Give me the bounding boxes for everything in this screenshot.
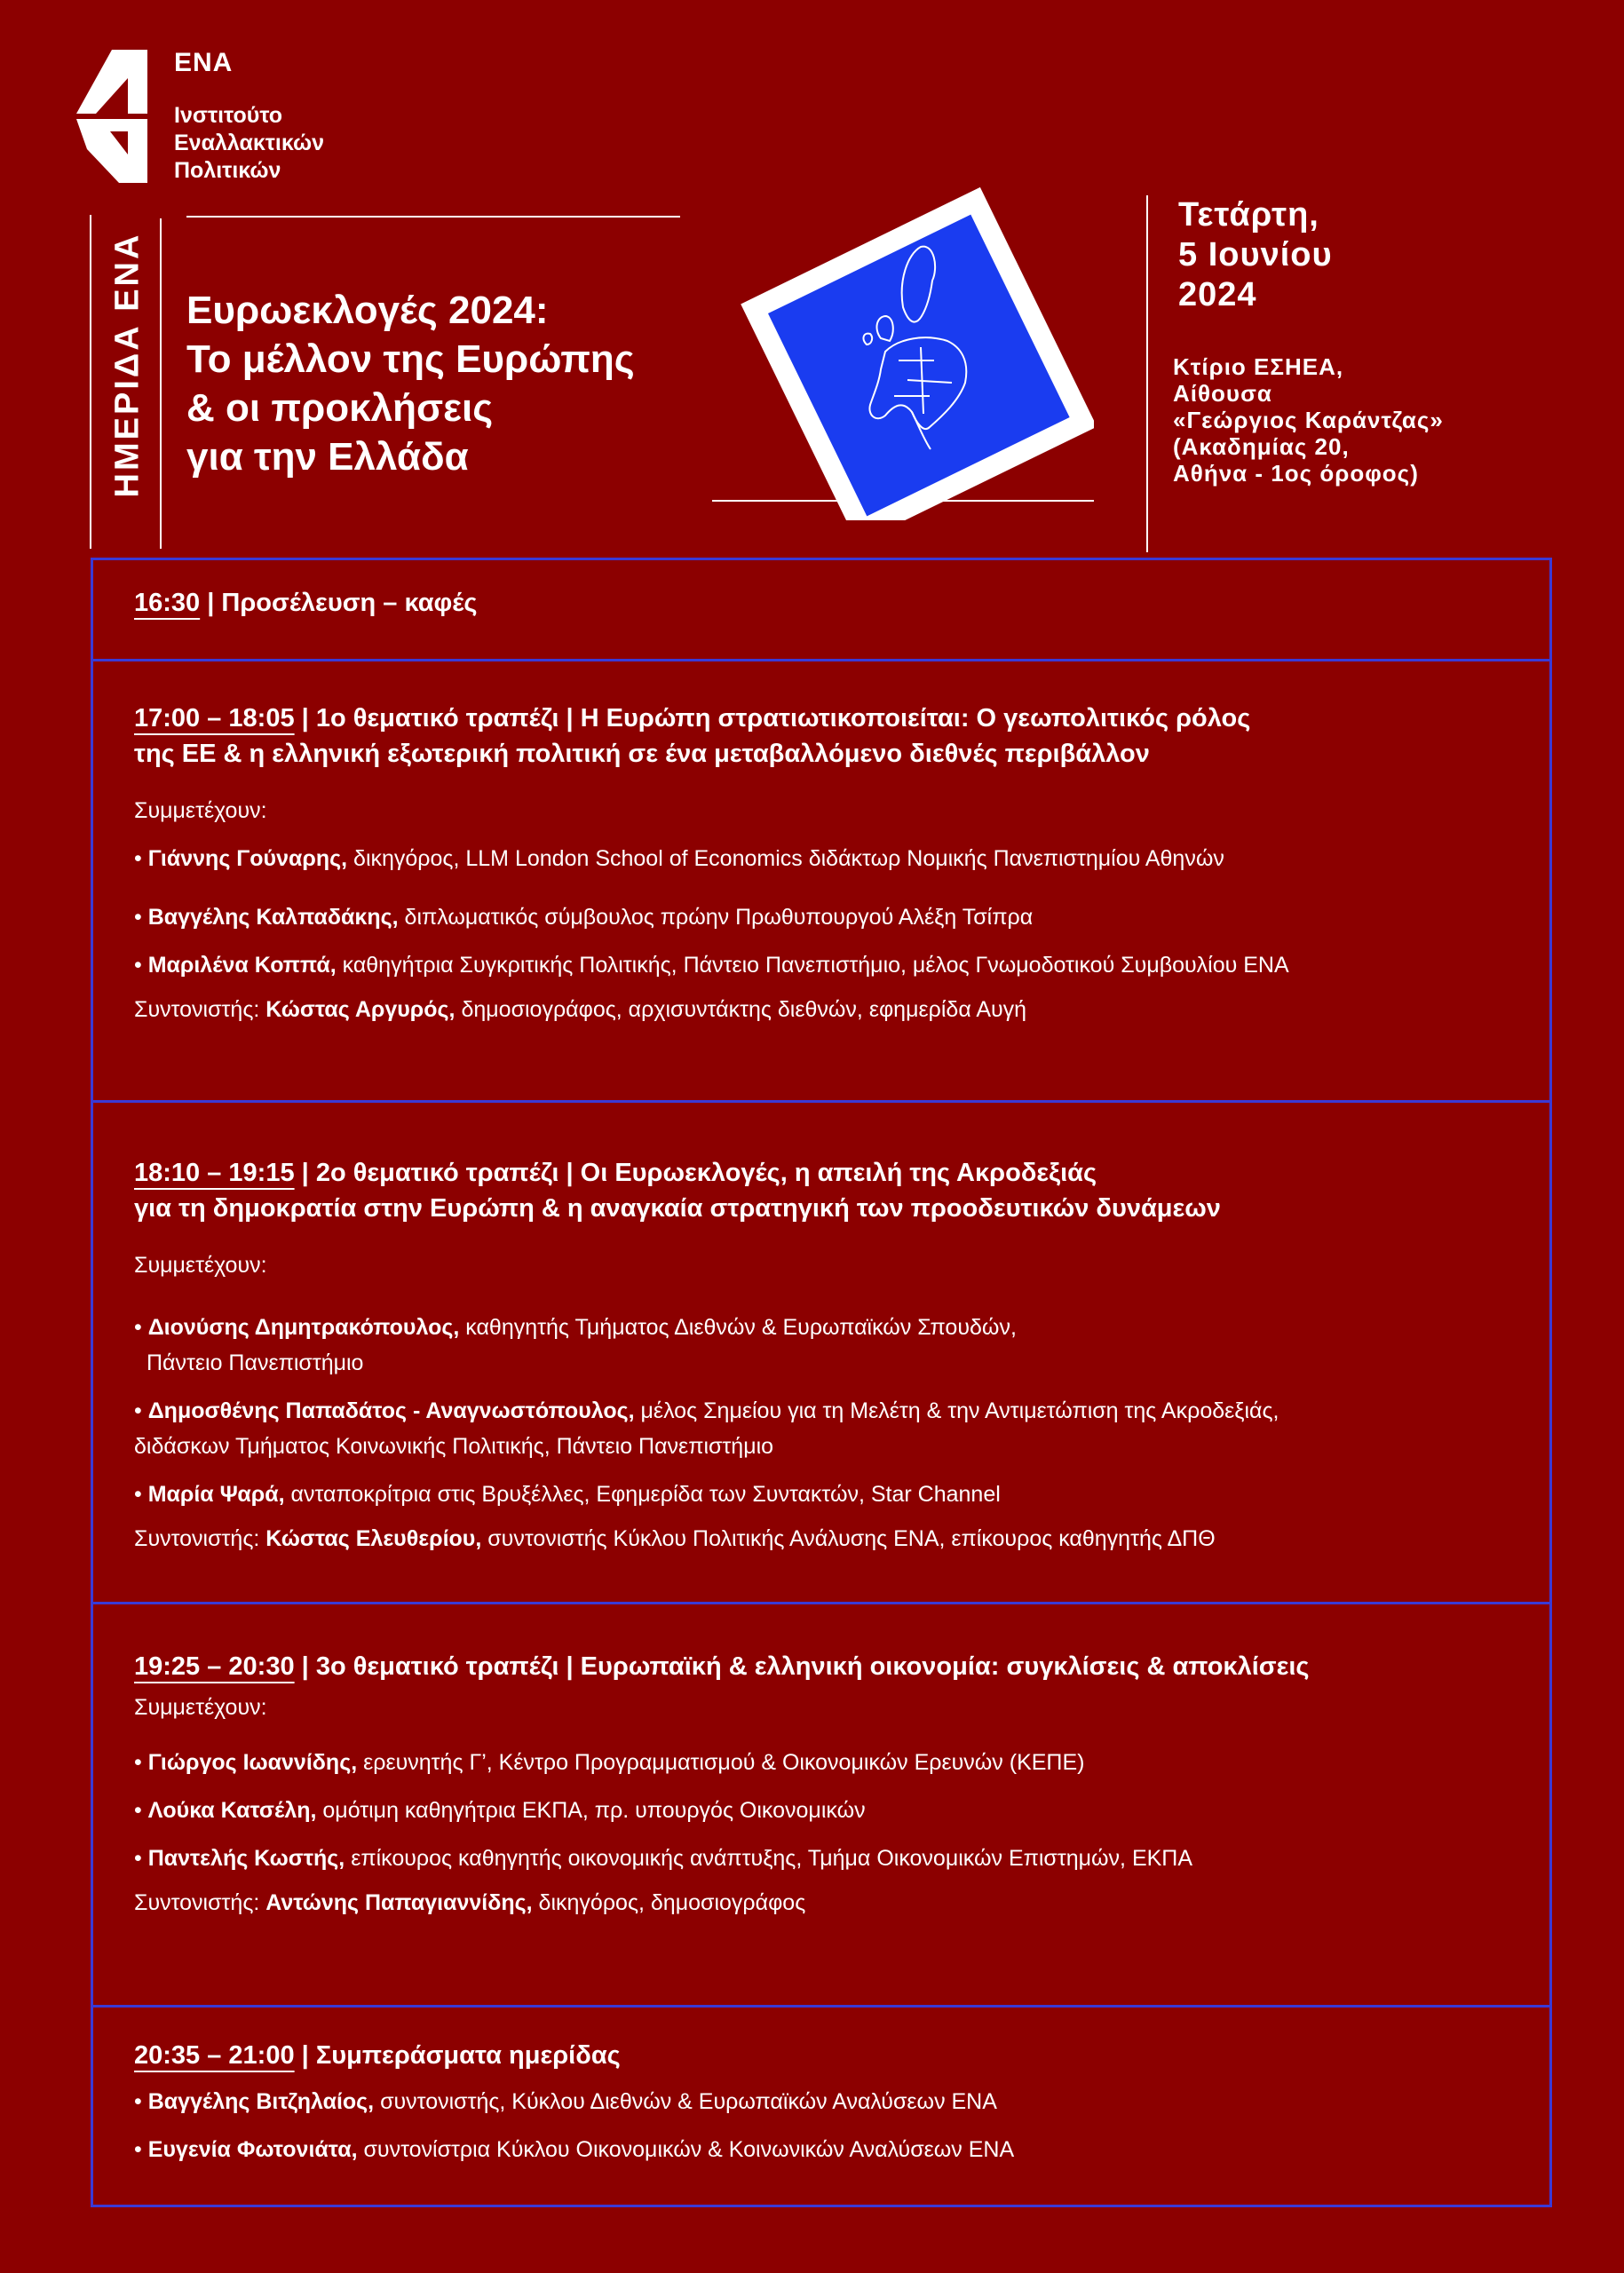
europe-map-ballot-icon [721,183,1094,520]
speaker-item: • Γιώργος Ιωαννίδης, ερευνητής Γ’, Κέντρο Προγραμματισμού & Οικονομικών Ερευνών (ΚΕΠΕ) [134,1750,1085,1775]
session-title: 3ο θεματικό τραπέζι | Ευρωπαϊκή & ελληνική οικονομία: συγκλίσεις & αποκλίσεις [315,1652,1310,1681]
moderator-name: Κώστας Αργυρός, [265,997,456,1022]
speaker-item: • Ευγενία Φωτονιάτα, συντονίστρια Κύκλου Οικονομικών & Κοινωνικών Αναλύσεων ΕΝΑ [134,2137,1015,2162]
vertical-event-label [103,218,153,511]
speaker-item: • Διονύσης Δημητρακόπουλος, καθηγητής Τμήματος Διεθνών & Ευρωπαϊκών Σπουδών, [134,1315,1017,1340]
participants-label: Συμμετέχουν: [134,1695,267,1720]
session-title-cont: της ΕΕ & η ελληνική εξωτερική πολιτική σε ένα μεταβαλλόμενο διεθνές περιβάλλον [134,740,1150,768]
moderator-name: Κώστας Ελευθερίου, [265,1526,482,1551]
moderator-name: Αντώνης Παπαγιαννίδης, [265,1890,533,1915]
separator: | [207,589,222,617]
speaker-item: • Παντελής Κωστής, επίκουρος καθηγητής οικονομικής ανάπτυξης, Τμήμα Οικονομικών Επιστημών, ΕΚΠΑ [134,1846,1193,1871]
session-time: 17:00 – 18:05 [134,704,295,733]
section-divider [93,659,1549,661]
title-line: για την Ελλάδα [186,435,469,479]
date-divider [1146,195,1148,552]
panel-1-section [134,701,1523,1024]
speaker-name: Μαρία Ψαρά, [147,1482,285,1507]
org-full-name [174,102,324,185]
session-title: Προσέλευση – καφές [221,589,478,617]
venue-line: «Γεώργιος Καράντζας» [1173,407,1444,433]
date-line: 5 Ιουνίου [1178,236,1333,273]
ena-logo-icon [76,50,147,183]
speaker-desc: συντονιστής, Κύκλου Διεθνών & Ευρωπαϊκών Αναλύσεων ΕΝΑ [380,2089,997,2114]
title-line: Ευρωεκλογές 2024: [186,289,549,332]
arrival-heading [134,585,1523,621]
speaker-desc-cont: διδάσκων Τμήματος Κοινωνικής Πολιτικής, Πάντειο Πανεπιστήμιο [134,1434,774,1459]
title-divider [160,218,162,549]
session-time: 16:30 [134,589,201,617]
speaker-name: Παντελής Κωστής, [147,1846,345,1871]
speaker-item: • Λούκα Κατσέλη, ομότιμη καθηγήτρια ΕΚΠΑ, πρ. υπουργός Οικονομικών [134,1798,866,1823]
section-divider [93,1100,1549,1103]
speaker-desc: διπλωματικός σύμβουλος πρώην Πρωθυπουργού Αλέξη Τσίπρα [404,905,1034,930]
separator: | [301,1159,316,1187]
title-line: & οι προκλήσεις [186,386,494,430]
speaker-desc: συντονίστρια Κύκλου Οικονομικών & Κοινωνικών Αναλύσεων ΕΝΑ [363,2137,1015,2162]
org-name-line: Πολιτικών [174,158,281,183]
left-divider [90,215,91,549]
moderator-label: Συντονιστής: [134,997,260,1022]
separator: | [301,704,316,733]
date-line: Τετάρτη, [1178,196,1319,234]
venue-line: Αίθουσα [1173,380,1272,407]
speaker-name: Βαγγέλης Καλπαδάκης, [147,905,399,930]
panel-heading [134,1155,1523,1191]
speaker-name: Γιώργος Ιωαννίδης, [147,1750,358,1775]
session-time: 18:10 – 19:15 [134,1159,295,1187]
speaker-desc: ανταποκρίτρια στις Βρυξέλλες, Εφημερίδα των Συντακτών, Star Channel [290,1482,1001,1507]
speaker-item: • Μαριλένα Κοππά, καθηγήτρια Συγκριτικής Πολιτικής, Πάντειο Πανεπιστήμιο, μέλος Γνωμοδοτικού Συμβουλίου ΕΝΑ [134,953,1289,978]
session-title: 2ο θεματικό τραπέζι | Οι Ευρωεκλογές, η απειλή της Ακροδεξιάς [315,1159,1097,1187]
moderator-desc: δικηγόρος, δημοσιογράφος [538,1890,806,1915]
speaker-desc: δικηγόρος, LLM London School of Economics διδάκτωρ Νομικής Πανεπιστημίου Αθηνών [353,846,1224,871]
org-name-line: Εναλλακτικών [174,131,324,155]
speaker-item: • Γιάννης Γούναρης, δικηγόρος, LLM London School of Economics διδάκτωρ Νομικής Πανεπιστημίου Αθηνών [134,846,1224,871]
event-date [1178,195,1333,315]
moderator-item [134,1525,1523,1553]
org-short-name: ΕΝΑ [174,48,234,77]
moderator-label: Συντονιστής: [134,1890,260,1915]
section-divider [93,2005,1549,2008]
speaker-item: • Βαγγέλης Καλπαδάκης, διπλωματικός σύμβουλος πρώην Πρωθυπουργού Αλέξη Τσίπρα [134,905,1034,930]
moderator-desc: συντονιστής Κύκλου Πολιτικής Ανάλυσης ΕΝΑ, επίκουρος καθηγητής ΔΠΘ [487,1526,1216,1551]
speaker-desc: ερευνητής Γ’, Κέντρο Προγραμματισμού & Οικονομικών Ερευνών (ΚΕΠΕ) [363,1750,1085,1775]
speaker-name: Μαριλένα Κοππά, [147,953,337,978]
arrival-section [134,585,1523,621]
moderator-desc: δημοσιογράφος, αρχισυντάκτης διεθνών, εφημερίδα Αυγή [461,997,1027,1022]
panel-heading [134,1649,1523,1684]
speaker-name: Διονύσης Δημητρακόπουλος, [147,1315,460,1340]
speaker-desc: μέλος Σημείου για τη Μελέτη & την Αντιμετώπιση της Ακροδεξιάς, [640,1398,1279,1423]
participants-label: Συμμετέχουν: [134,798,267,823]
title-top-rule [186,216,680,218]
moderator-item [134,1889,1523,1917]
speaker-name: Βαγγέλης Βιτζηλαίος, [147,2089,375,2114]
speaker-item: • Μαρία Ψαρά, ανταποκρίτρια στις Βρυξέλλες, Εφημερίδα των Συντακτών, Star Channel [134,1482,1001,1507]
event-venue [1173,353,1444,487]
schedule-table [91,558,1552,2207]
panel-heading [134,701,1523,736]
date-line: 2024 [1178,276,1257,313]
session-time: 19:25 – 20:30 [134,1652,295,1681]
venue-line: Κτίριο ΕΣΗΕΑ, [1173,353,1344,380]
speaker-item: • Βαγγέλης Βιτζηλαίος, συντονιστής, Κύκλου Διεθνών & Ευρωπαϊκών Αναλύσεων ΕΝΑ [134,2089,997,2114]
speaker-name: Ευγενία Φωτονιάτα, [147,2137,358,2162]
speaker-desc-cont: Πάντειο Πανεπιστήμιο [147,1350,364,1375]
speaker-desc: επίκουρος καθηγητής οικονομικής ανάπτυξης, Τμήμα Οικονομικών Επιστημών, ΕΚΠΑ [351,1846,1193,1871]
section-divider [93,1602,1549,1604]
speaker-name: Γιάννης Γούναρης, [147,846,348,871]
venue-line: (Ακαδημίας 20, [1173,433,1350,460]
speaker-item: • Δημοσθένης Παπαδάτος - Αναγνωστόπουλος, μέλος Σημείου για τη Μελέτη & την Αντιμετώπιση της Ακροδεξιάς, [134,1398,1279,1423]
panel-2-section [134,1155,1523,1553]
separator: | [301,2041,316,2070]
session-title-cont: για τη δημοκρατία στην Ευρώπη & η αναγκαία στρατηγική των προοδευτικών δυνάμεων [134,1194,1221,1223]
vertical-label-text: ΗΜΕΡΙΔΑ ΕΝΑ [108,232,147,498]
conclusions-section [134,2038,1523,2167]
speaker-desc: καθηγήτρια Συγκριτικής Πολιτικής, Πάντειο Πανεπιστήμιο, μέλος Γνωμοδοτικού Συμβουλίου ΕΝΑ [342,953,1289,978]
panel-3-section [134,1649,1523,1917]
separator: | [301,1652,316,1681]
participants-label: Συμμετέχουν: [134,1253,267,1278]
session-title: Συμπεράσματα ημερίδας [315,2041,621,2070]
conclusions-heading [134,2038,1523,2073]
session-title: 1ο θεματικό τραπέζι | Η Ευρώπη στρατιωτικοποιείται: Ο γεωπολιτικός ρόλος [315,704,1251,733]
moderator-label: Συντονιστής: [134,1526,260,1551]
speaker-name: Δημοσθένης Παπαδάτος - Αναγνωστόπουλος, [147,1398,635,1423]
title-line: Το μέλλον της Ευρώπης [186,337,635,381]
speaker-name: Λούκα Κατσέλη, [147,1798,317,1823]
speaker-desc: ομότιμη καθηγήτρια ΕΚΠΑ, πρ. υπουργός Οικονομικών [322,1798,866,1823]
event-title [186,286,635,481]
moderator-item [134,995,1523,1024]
session-time: 20:35 – 21:00 [134,2041,295,2070]
speaker-desc: καθηγητής Τμήματος Διεθνών & Ευρωπαϊκών Σπουδών, [465,1315,1017,1340]
venue-line: Αθήνα - 1ος όροφος) [1173,460,1419,487]
org-name-line: Ινστιτούτο [174,103,283,128]
